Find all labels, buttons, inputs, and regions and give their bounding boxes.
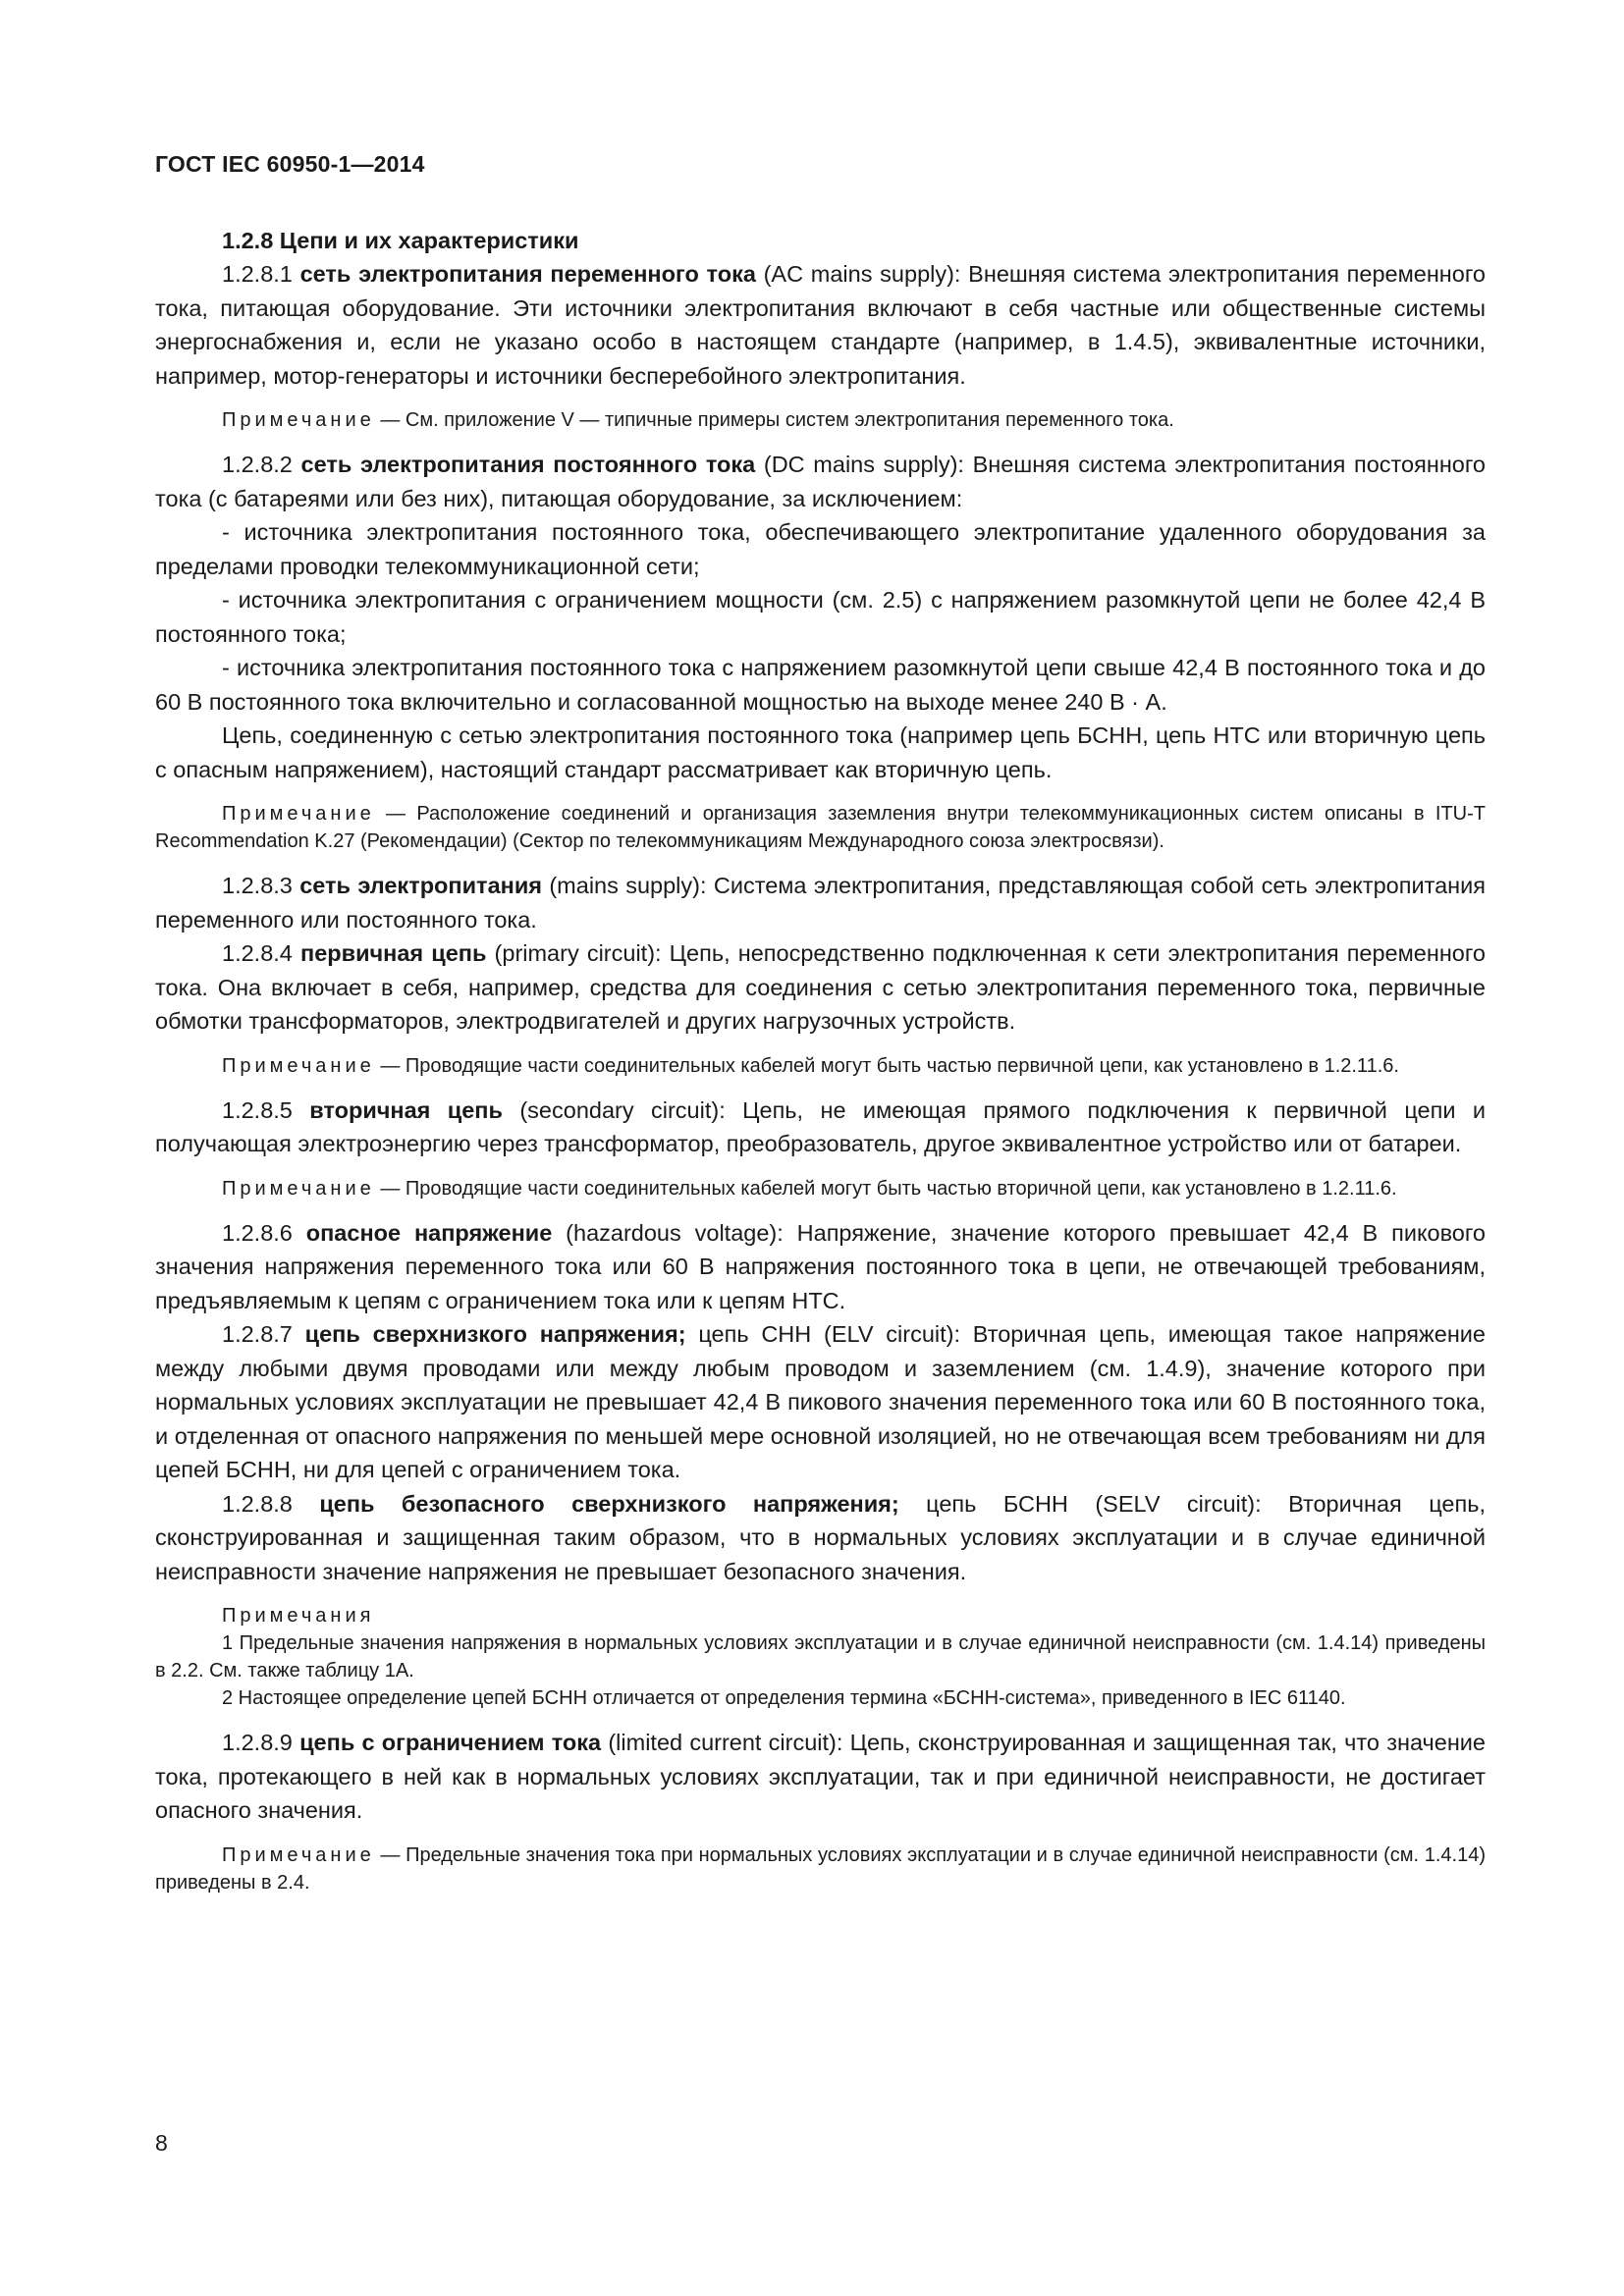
- definition-text: (AC mains supply): Внешняя система электропитания переменного тока, питающая оборудование. Эти источники электропитания включают в себя частные или общественные системы энергоснабжения и, если не указано особо в настоящем стандарте (например, в 1.4.5), эквивалентные источники, например, мотор-генераторы и источники бесперебойного электропитания.: [155, 261, 1486, 389]
- note-1-2-8-4: [155, 1052, 1486, 1080]
- definition-text: (primary circuit): Цепь, непосредственно подключенная к сети электропитания переменного тока. Она включает в себя, например, средства для соединения с сетью электропитания переменного тока, первичные обмотки трансформаторов, электродвигателей и других нагрузочных устройств.: [155, 940, 1487, 1034]
- list-item: - источника электропитания постоянного тока, обеспечивающего электропитание удаленного оборудования за пределами проводки телекоммуникационной сети;: [155, 519, 1486, 579]
- clause-number: 1.2.8.3: [222, 873, 300, 898]
- definition-text: (secondary circuit): Цепь, не имеющая прямого подключения к первичной цепи и получающая электроэнергию через трансформатор, преобразователь, другое эквивалентное устройство или от батареи.: [155, 1096, 1486, 1156]
- paragraph: Цепь, соединенную с сетью электропитания постоянного тока (например цепь БСНН, цепь НТС или вторичную цепь с опасным напряжением), настоящий стандарт рассматривает как вторичную цепь.: [155, 722, 1486, 782]
- notes-heading: Примечания: [222, 1605, 375, 1627]
- definition-1-2-8-6: [155, 1216, 1486, 1318]
- definition-1-2-8-2: [155, 448, 1486, 515]
- definition-text: (hazardous voltage): Напряжение, значение которого превышает 42,4 В пикового значения напряжения переменного тока или 60 В напряжения постоянного тока в цепи, не отвечающей требованиям, предъявляемым к цепям с ограничением тока или к цепям НТС.: [155, 1219, 1486, 1313]
- note-label: Примечание: [222, 1054, 375, 1077]
- definition-text: (DC mains supply): Внешняя система электропитания постоянного тока (с батареями или без них), питающая оборудование, за исключением:: [155, 452, 1486, 511]
- term: цепь безопасного сверхнизкого напряжения;: [319, 1490, 899, 1517]
- clause-number: 1.2.8.7: [222, 1321, 305, 1347]
- definition-1-2-8-3: [155, 869, 1486, 936]
- note-1-2-8-1: [155, 406, 1486, 434]
- clause-number: 1.2.8.9: [222, 1730, 300, 1755]
- note-item: 2 Настоящее определение цепей БСНН отличается от определения термина «БСНН-система», приведенного в IEC 61140.: [222, 1687, 1346, 1709]
- note-item: 1 Предельные значения напряжения в нормальных условиях эксплуатации и в случае единичной неисправности (см. 1.4.14) приведены в 2.2. См. также таблицу 1А.: [155, 1632, 1486, 1682]
- term: цепь с ограничением тока: [299, 1730, 602, 1755]
- list-item: - источника электропитания постоянного тока с напряжением разомкнутой цепи свыше 42,4 В постоянного тока и до 60 В постоянного тока включительно и согласованной мощностью на выходе менее 240 В · А.: [155, 655, 1486, 715]
- note-text: — Предельные значения тока при нормальных условиях эксплуатации и в случае единичной неисправности (см. 1.4.14) приведены в 2.4.: [155, 1843, 1486, 1894]
- note-text: — Проводящие части соединительных кабелей могут быть частью вторичной цепи, как установлено в 1.2.11.6.: [374, 1177, 1397, 1200]
- document-body: [155, 224, 1486, 1910]
- definition-1-2-8-4: [155, 936, 1486, 1039]
- definition-1-2-8-8: [155, 1487, 1486, 1589]
- term: сеть электропитания: [299, 873, 542, 898]
- clause-number: 1.2.8.8: [222, 1490, 320, 1517]
- definition-1-2-8-7: [155, 1317, 1486, 1487]
- section-title: 1.2.8 Цепи и их характеристики: [222, 228, 579, 253]
- note-label: Примечание: [222, 803, 375, 825]
- term: цепь сверхнизкого напряжения;: [304, 1321, 686, 1347]
- note-text: — См. приложение V — типичные примеры систем электропитания переменного тока.: [374, 409, 1174, 431]
- note-label: Примечание: [222, 1177, 375, 1200]
- page-number: 8: [155, 2130, 168, 2156]
- note-text: — Проводящие части соединительных кабелей могут быть частью первичной цепи, как установлено в 1.2.11.6.: [374, 1054, 1399, 1077]
- definition-text: цепь СНН (ELV circuit): Вторичная цепь, имеющая такое напряжение между любыми двумя проводами или между любым проводом и заземлением (см. 1.4.9), значение которого при нормальных условиях эксплуатации не превышает 42,4 В пикового значения переменного тока или 60 В постоянного тока, и отделенная от опасного напряжения по меньшей мере основной изоляцией, но не отвечающая всем требованиям ни для цепей БСНН, ни для цепей с ограничением тока.: [155, 1321, 1486, 1482]
- list-item: - источника электропитания с ограничением мощности (см. 2.5) с напряжением разомкнутой цепи не более 42,4 В постоянного тока;: [155, 587, 1486, 647]
- definition-text: цепь БСНН (SELV circuit): Вторичная цепь, сконструированная и защищенная таким образом, что в нормальных условиях эксплуатации и в случае единичной неисправности значение напряжения не превышает безопасного значения.: [155, 1490, 1486, 1584]
- note-text: — Расположение соединений и организация заземления внутри телекоммуникационных систем описаны в ITU-T Recommendation K.27 (Рекомендации) (Сектор по телекоммуникациям Международного союза электросвязи).: [155, 803, 1486, 852]
- term: первичная цепь: [300, 940, 487, 966]
- definition-text: (mains supply): Система электропитания, представляющая собой сеть электропитания переменного или постоянного тока.: [155, 873, 1486, 933]
- note-label: Примечание: [222, 1843, 375, 1866]
- definition-text: (limited current circuit): Цепь, сконструированная и защищенная так, что значение тока, протекающего в ней как в нормальных условиях эксплуатации, так и при единичной неисправности, не достигает опасного значения.: [155, 1730, 1486, 1823]
- definition-1-2-8-5: [155, 1094, 1486, 1161]
- note-1-2-8-9: [155, 1842, 1486, 1896]
- definition-1-2-8-1: [155, 257, 1486, 393]
- document-header: ГОСТ IEC 60950-1—2014: [155, 151, 425, 177]
- term: опасное напряжение: [305, 1219, 553, 1246]
- note-label: Примечание: [222, 409, 375, 431]
- term: сеть электропитания переменного тока: [299, 261, 756, 287]
- definition-1-2-8-9: [155, 1726, 1486, 1828]
- clause-number: 1.2.8.4: [222, 940, 300, 966]
- term: вторичная цепь: [309, 1096, 503, 1123]
- clause-number: 1.2.8.5: [222, 1096, 310, 1123]
- term: сеть электропитания постоянного тока: [300, 452, 756, 477]
- note-1-2-8-2: [155, 800, 1486, 855]
- clause-number: 1.2.8.2: [222, 452, 301, 477]
- note-1-2-8-5: [155, 1175, 1486, 1202]
- clause-number: 1.2.8.1: [222, 261, 300, 287]
- clause-number: 1.2.8.6: [222, 1219, 306, 1246]
